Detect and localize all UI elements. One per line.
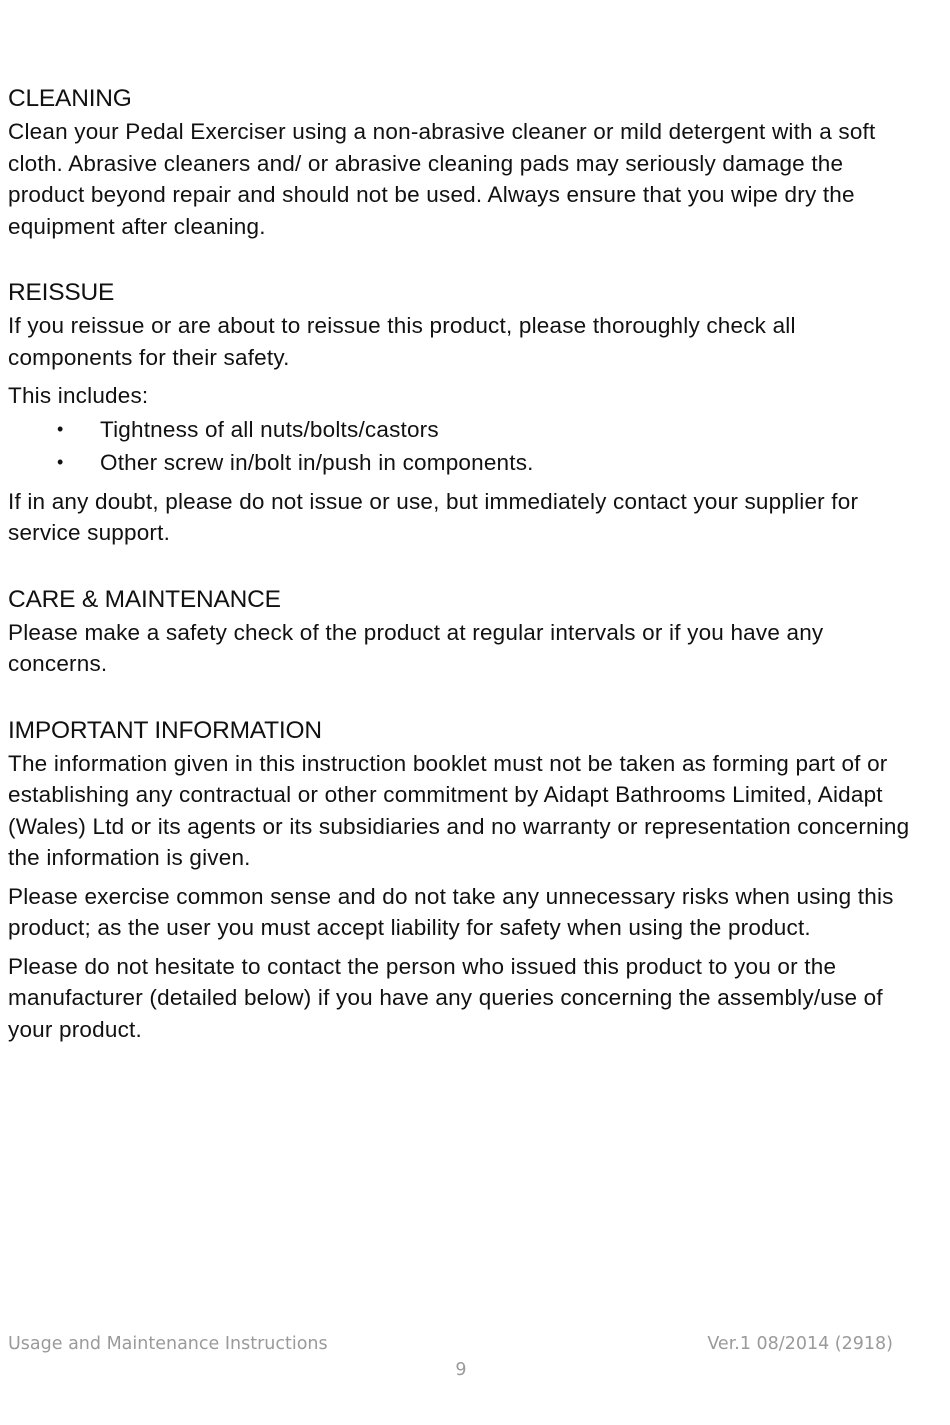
doubt-paragraph: If in any doubt, please do not issue or use, but immediately contact your supplier for service support. — [8, 488, 859, 545]
care-section — [8, 583, 923, 680]
reissue-section — [8, 276, 923, 549]
list-item — [8, 446, 923, 479]
reissue-checklist — [8, 413, 923, 479]
document-body — [8, 82, 923, 1045]
important-paragraph-2: Please exercise common sense and do not take any unnecessary risks when using this product; as the user you must accept liability for safety when using the product. — [8, 883, 894, 940]
bullet-icon: • — [57, 418, 64, 439]
cleaning-heading: CLEANING — [8, 85, 132, 112]
care-paragraph: Please make a safety check of the product at regular intervals or if you have any concerns. — [8, 619, 824, 676]
important-paragraph-3: Please do not hesitate to contact the person who issued this product to you or the manufacturer (detailed below) if you have any queries concerning the assembly/use of your product. — [8, 953, 883, 1042]
important-section — [8, 714, 923, 1046]
page-number: 9 — [455, 1360, 467, 1380]
footer-version: Ver.1 08/2014 (2918) — [707, 1334, 893, 1354]
care-heading: CARE & MAINTENANCE — [8, 585, 281, 613]
list-item-text: Tightness of all nuts/bolts/castors — [100, 416, 439, 442]
cleaning-paragraph: Clean your Pedal Exerciser using a non-abrasive cleaner or mild detergent with a soft cloth. Abrasive cleaners and/ or abrasive cleaning pads may seriously damage the product beyond repair and should not be used. Always ensure that you wipe dry the equipment after cleaning. — [8, 119, 876, 239]
bullet-icon: • — [57, 451, 64, 472]
list-item — [8, 413, 923, 446]
important-paragraph-1: The information given in this instruction booklet must not be taken as forming part of or establishing any contractual or other commitment by Aidapt Bathrooms Limited, Aidapt (Wales) Ltd or its agents or its subsidiaries and no warranty or representation concerning the information is given. — [8, 750, 910, 870]
reissue-heading: REISSUE — [8, 279, 115, 306]
important-heading: IMPORTANT INFORMATION — [8, 716, 322, 744]
reissue-paragraph: If you reissue or are about to reissue this product, please thoroughly check all components for their safety. — [8, 313, 796, 370]
includes-label: This includes: — [8, 383, 149, 408]
cleaning-section — [8, 82, 923, 242]
footer-document-title: Usage and Maintenance Instructions — [8, 1334, 328, 1354]
list-item-text: Other screw in/bolt in/push in components. — [100, 449, 534, 475]
